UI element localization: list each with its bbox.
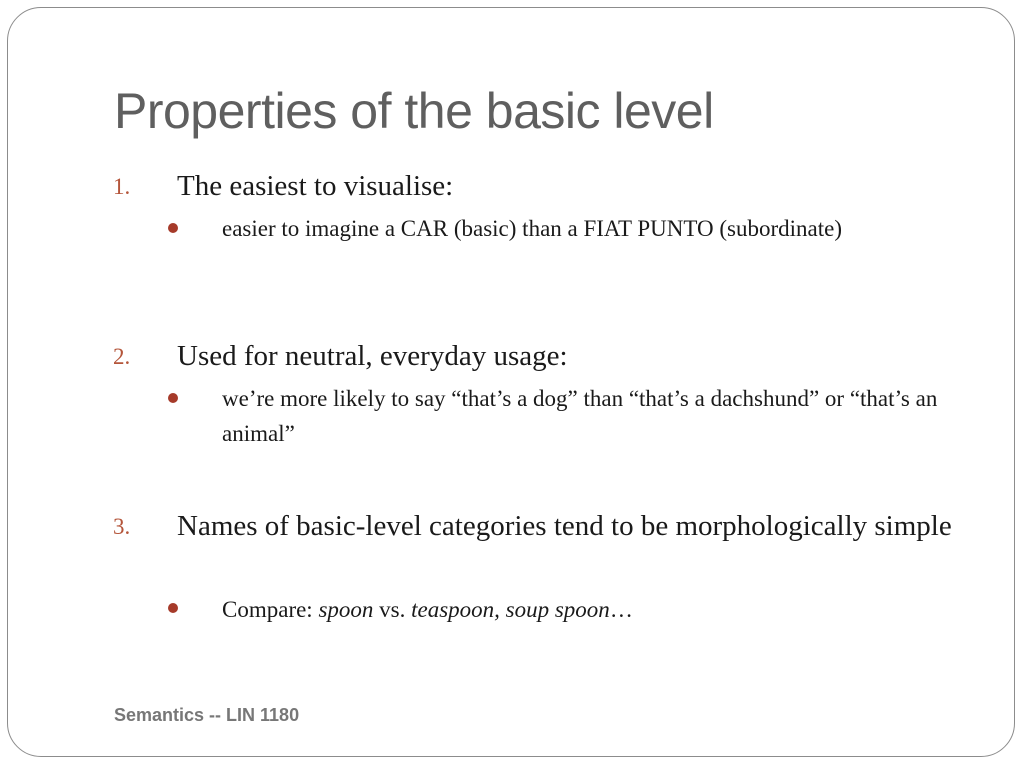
- compare-prefix: Compare:: [222, 597, 319, 622]
- slide-footer: Semantics -- LIN 1180: [114, 705, 300, 725]
- item-subpoint: we’re more likely to say “that’s a dog” than “that’s a dachshund” or “that’s an animal”: [222, 386, 938, 446]
- item-heading: Used for neutral, everyday usage:: [177, 340, 568, 372]
- bullet-icon: [168, 393, 178, 403]
- item-subpoint: [222, 592, 972, 627]
- item-heading: Names of basic-level categories tend to be morphologically simple: [177, 510, 952, 542]
- item-number: 1.: [113, 174, 131, 199]
- item-number: 3.: [113, 514, 131, 539]
- item-heading: The easiest to visualise:: [177, 170, 454, 202]
- slide-title: Properties of the basic level: [114, 83, 714, 139]
- term-teaspoon: teaspoon, soup spoon: [411, 597, 610, 622]
- item-number: 2.: [113, 344, 131, 369]
- compare-ellipsis: …: [609, 597, 633, 622]
- compare-mid: vs.: [373, 597, 412, 622]
- bullet-icon: [168, 223, 178, 233]
- item-subpoint: easier to imagine a CAR (basic) than a FIAT PUNTO (subordinate): [222, 216, 843, 241]
- term-spoon: spoon: [318, 597, 374, 622]
- bullet-icon: [168, 603, 178, 613]
